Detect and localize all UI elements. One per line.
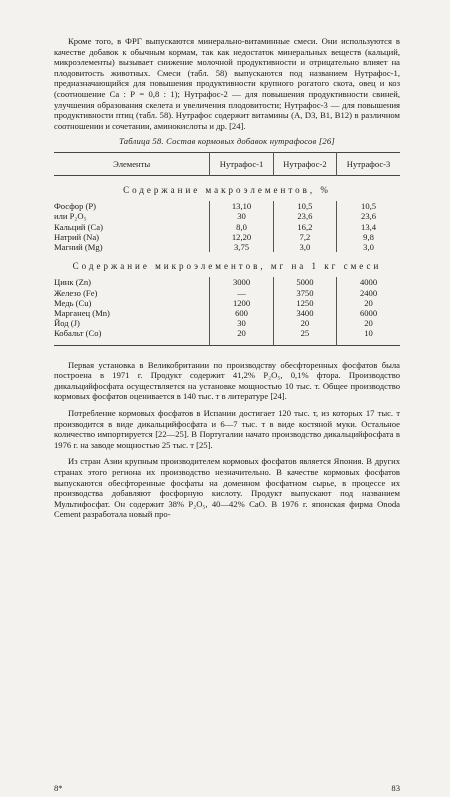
cell: Кальций (Са) [54, 221, 103, 232]
cell: 25 [273, 328, 336, 345]
section-microelements: Содержание микроэлементов, мг на 1 кг смеси [72, 261, 382, 272]
cell: 16,2 [273, 222, 336, 232]
cell: 4000 [337, 277, 400, 287]
table-row [54, 298, 400, 308]
header-nutrafos-2: Нутрафос-2 [273, 152, 336, 175]
cell: 30 [210, 211, 273, 221]
cell: Марганец (Mn) [54, 307, 110, 318]
cell: 23,6 [337, 211, 400, 221]
cell: Фосфор (Р) [54, 201, 97, 212]
table-caption: Таблица 58. Состав кормовых добавок нутрафосов [26] [119, 136, 335, 147]
cell: 3,0 [273, 242, 336, 252]
cell: 10,5 [273, 201, 336, 211]
table-row [54, 318, 400, 328]
cell: 7,2 [273, 232, 336, 242]
cell: 23,6 [273, 211, 336, 221]
cell: 3000 [210, 277, 273, 287]
cell: 6000 [337, 308, 400, 318]
asia-paragraph: Из стран Азии крупным производителем кормовых фосфатов является Япония. В других странах этого региона их производство незначительно. В качестве кормовых фосфатов выпускаются обесфторенные фосфаты на доменном фосфатном сырье, в процессе их производства добавляют фосфорную кислоту. Продукт выпускают под названием Мультифосфат. Он содержит 38% Р₂О₅, 40—42% СаО. В 1976 г. японская фирма Onoda Cement разработала новый про- [54, 456, 400, 520]
table-row [54, 328, 400, 345]
cell: 10,5 [337, 201, 400, 211]
header-nutrafos-3: Нутрафос-3 [337, 152, 400, 175]
intro-paragraph: Кроме того, в ФРГ выпускаются минерально-витаминные смеси. Они используются в качестве добавок к обычным кормам, так как недостаток минеральных веществ (кальций, микроэлементы) вызывает снижение молочной продуктивности и отрицательно влияет на плодовитость животных. Смеси (табл. 58) выпускаются под названием Нутрафос-1, предназначающийся для повышения продуктивности крупного рогатого скота, овец и коз (соотношение Са : Р = 0,8 : 1); Нутрафос-2 — для повышения продуктивности свиней, улучшения образования скелета и увеличения плодовитости; Нутрафос-3 — для повышения продуктивности птиц (табл. 58). Нутрафос содержит витамины (А, D3, В1, В12) в различном соотношении и сочетании, аминокислоты и др. [24]. [54, 36, 400, 131]
cell: 5000 [273, 277, 336, 287]
cell: 20 [273, 318, 336, 328]
table-row [54, 201, 400, 211]
spain-paragraph: Потребление кормовых фосфатов в Испании достигает 120 тыс. т, из которых 17 тыс. т производится в виде дикальцийфосфата и 6—7 тыс. т в виде костяной муки. Остальное количество импортируется [22—25]. В Португалии начато производство дикальцийфосфата в 1976 г. на заводе мощностью 25 тыс. т [25]. [54, 407, 400, 450]
cell: 3,0 [337, 242, 400, 252]
section-macroelements: Содержание макроэлементов, % [123, 184, 331, 195]
cell: — [210, 288, 273, 298]
table-row [54, 277, 400, 287]
cell: 13,10 [210, 201, 273, 211]
cell: 3,75 [210, 242, 273, 252]
cell: 3750 [273, 288, 336, 298]
signature-mark: 8* [54, 783, 63, 793]
cell: Медь (Cu) [54, 297, 92, 308]
cell: 2400 [337, 288, 400, 298]
cell: 1250 [273, 298, 336, 308]
cell: 10 [337, 328, 400, 345]
cell: 9,8 [337, 232, 400, 242]
table-row [54, 222, 400, 232]
cell: Йод (J) [54, 318, 80, 329]
uk-paragraph: Первая установка в Великобритании по производству обесфторенных фосфатов была построена в 1971 г. Продукт содержит 41,2% Р₂О₅, 0,1% фтора. Производство дикальцийфосфата осуществляется на установке мощностью 10 тыс. т. Общее производство кормовых фосфатов оценивается в 140 тыс. т в литературе [24]. [54, 359, 400, 402]
cell: 20 [337, 318, 400, 328]
cell: 20 [337, 298, 400, 308]
cell: 30 [210, 318, 273, 328]
cell: 8,0 [210, 222, 273, 232]
table-row [54, 242, 400, 252]
cell: Натрий (Na) [54, 231, 100, 242]
cell: Цинк (Zn) [54, 277, 91, 288]
cell: 1200 [210, 298, 273, 308]
nutrafos-table [54, 152, 400, 346]
cell: 3400 [273, 308, 336, 318]
table-row [54, 308, 400, 318]
cell: Магний (Mg) [54, 241, 103, 252]
table-row [54, 232, 400, 242]
header-nutrafos-1: Нутрафос-1 [210, 152, 273, 175]
cell: 13,4 [337, 222, 400, 232]
table-row [54, 288, 400, 298]
header-elements: Элементы [113, 158, 151, 169]
cell: 20 [210, 328, 273, 345]
cell: Железо (Fe) [54, 287, 98, 298]
cell: или Р₂О₅ [54, 211, 87, 222]
table-header-row [54, 152, 400, 175]
cell: Кобальт (Со) [54, 328, 102, 339]
cell: 12,20 [210, 232, 273, 242]
cell: 600 [210, 308, 273, 318]
page-number: 83 [391, 783, 400, 793]
table-row [54, 211, 400, 221]
